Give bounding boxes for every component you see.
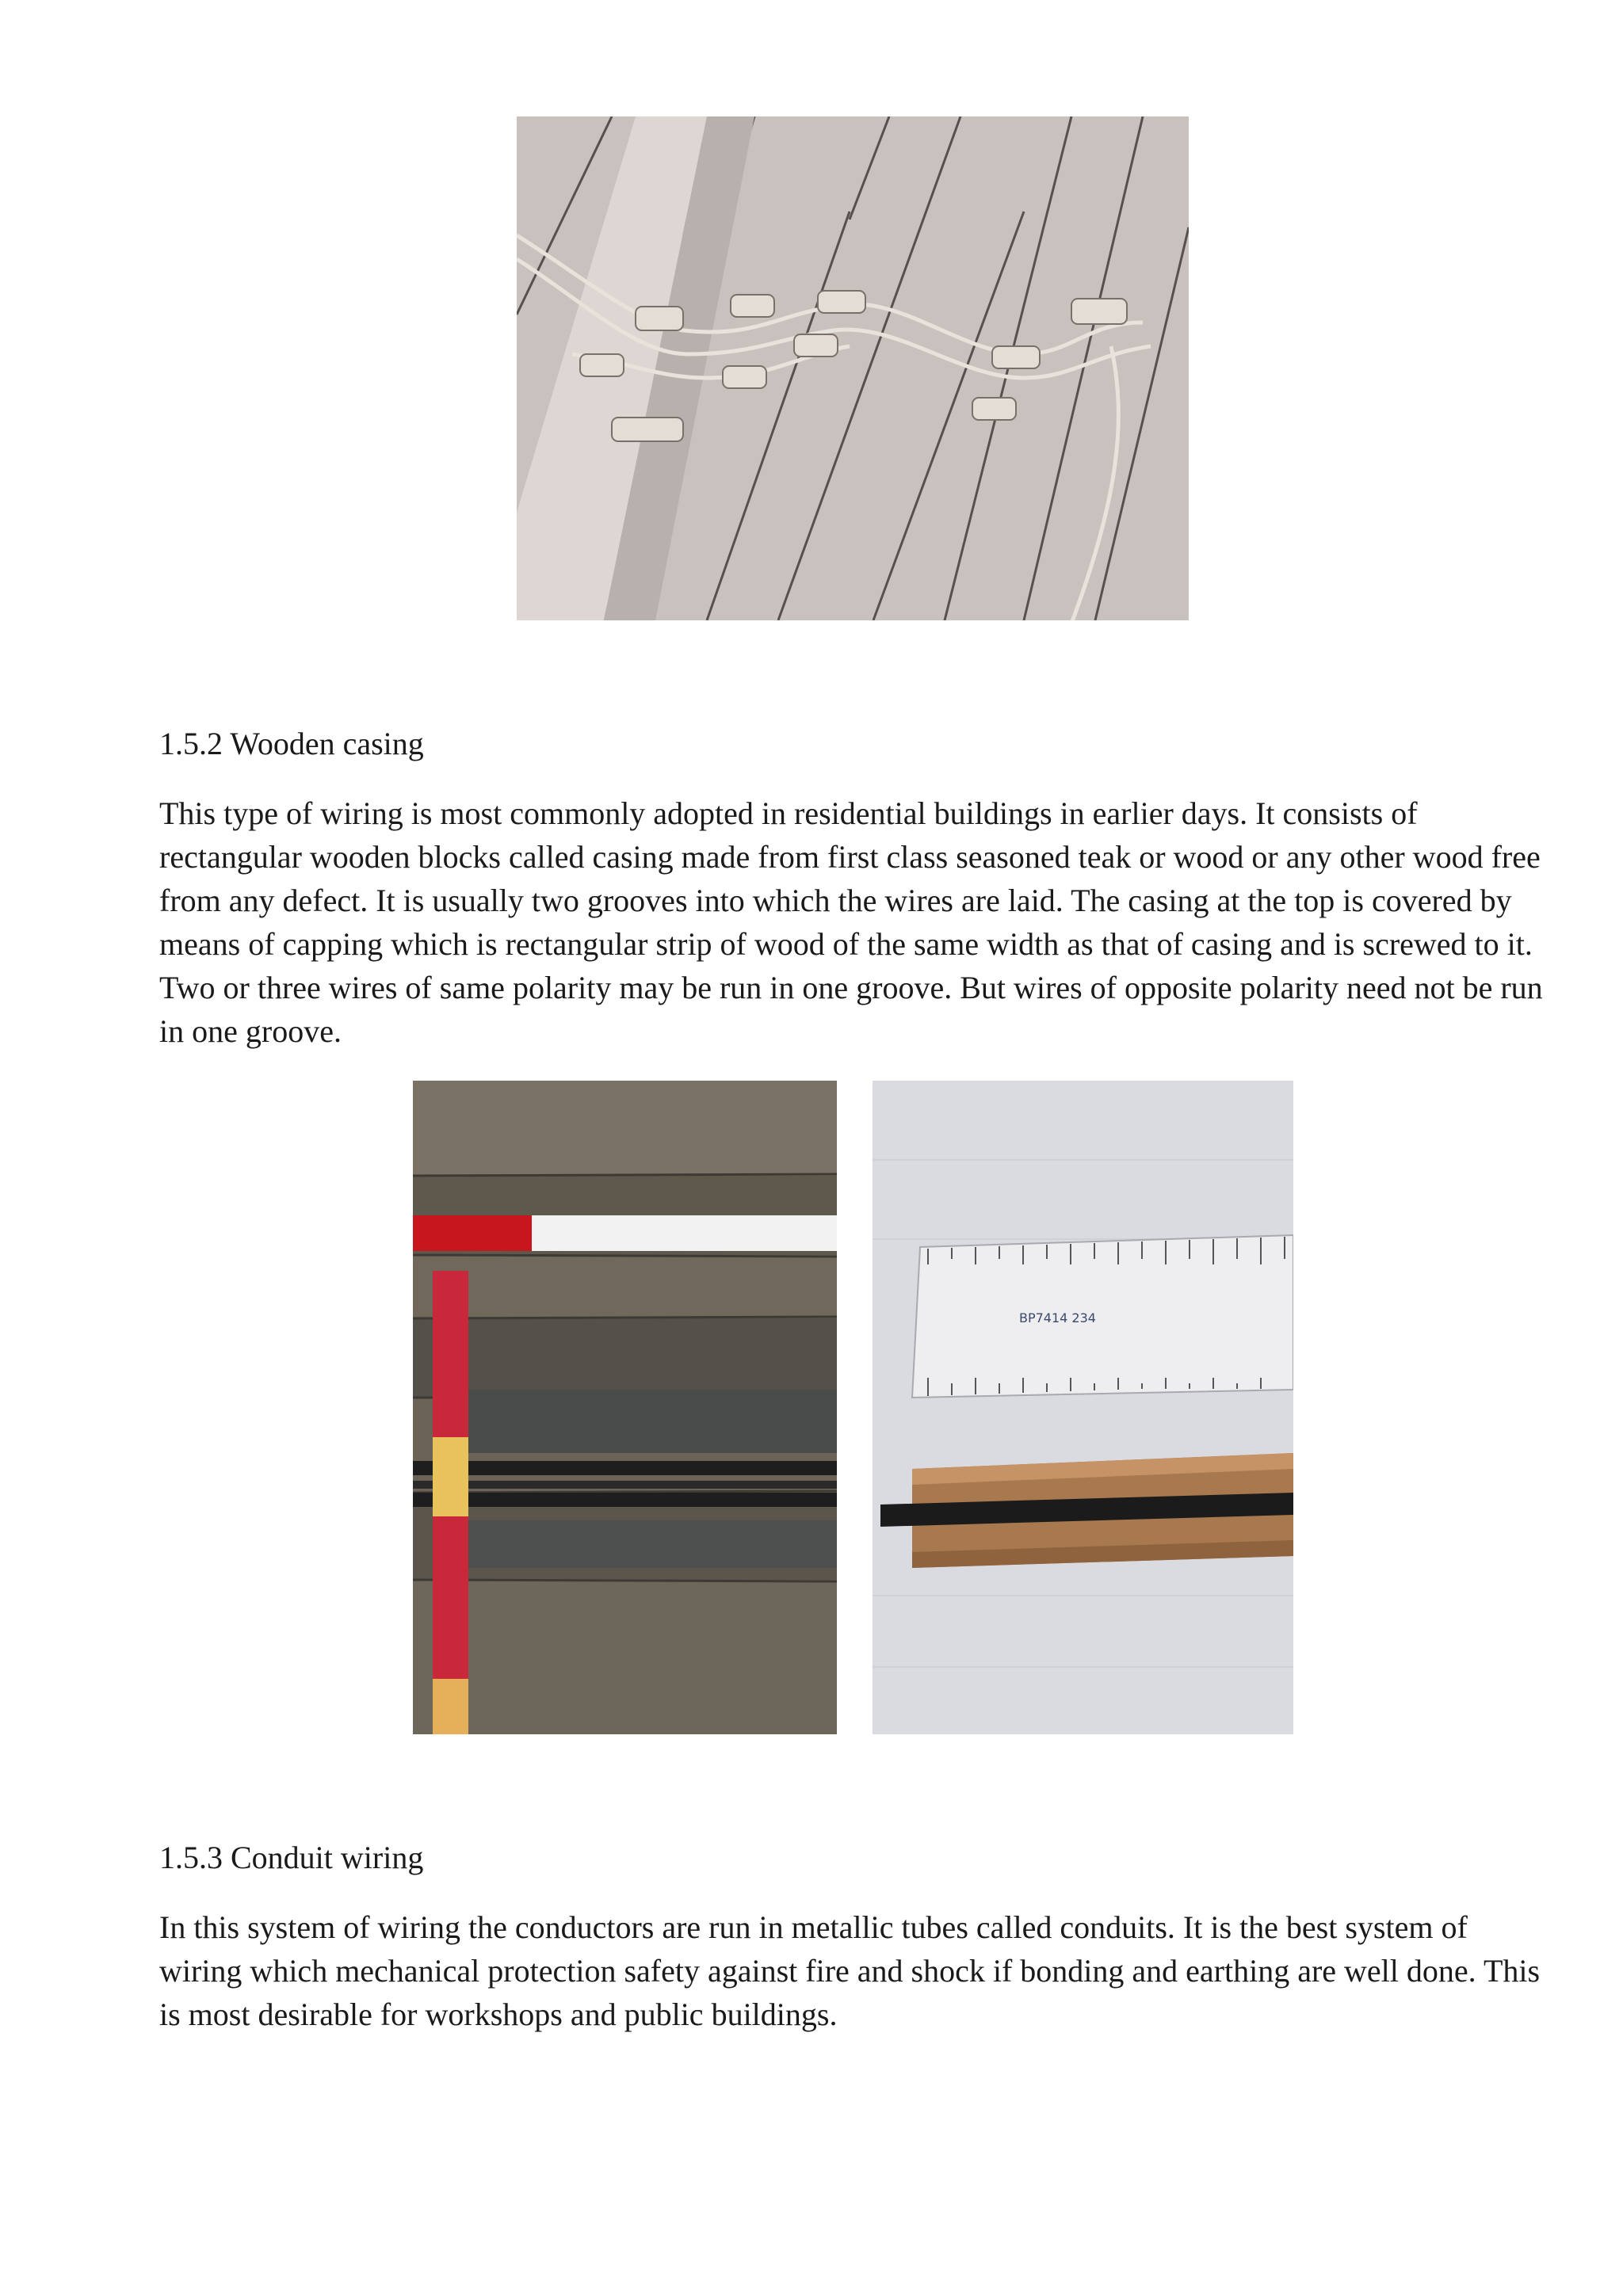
ruler-graphic: [912, 1235, 1293, 1398]
wooden-casing-photo: [413, 1081, 837, 1734]
casing-ruler-photo: [873, 1081, 1293, 1734]
section-body-conduit-wiring: In this system of wiring the conductors are run in metallic tubes called conduits. It is the best system of wiring which mechanical protection safety against fire and shock if bonding and earthing are well done. This is most desirable for workshops and public buildings.: [159, 1909, 1541, 2032]
cleat-wiring-photo: [517, 116, 1189, 620]
svg-text:BP7414 234: BP7414 234: [1019, 1310, 1096, 1325]
section-heading-wooden-casing: 1.5.2 Wooden casing: [159, 726, 424, 761]
section-heading-conduit-wiring: 1.5.3 Conduit wiring: [159, 1840, 424, 1875]
section-body-wooden-casing: This type of wiring is most commonly adopted in residential buildings in earlier days. It consists of rectangular wooden blocks called casing made from first class seasoned teak or wood or any other wood free from any defect. It is usually two grooves into which the wires are laid. The casing at the top is covered by means of capping which is rectangular strip of wood of the same width as that of casing and is screwed to it. Two or three wires of same polarity may be run in one groove. But wires of opposite polarity need not be run in one groove.: [159, 795, 1543, 1049]
